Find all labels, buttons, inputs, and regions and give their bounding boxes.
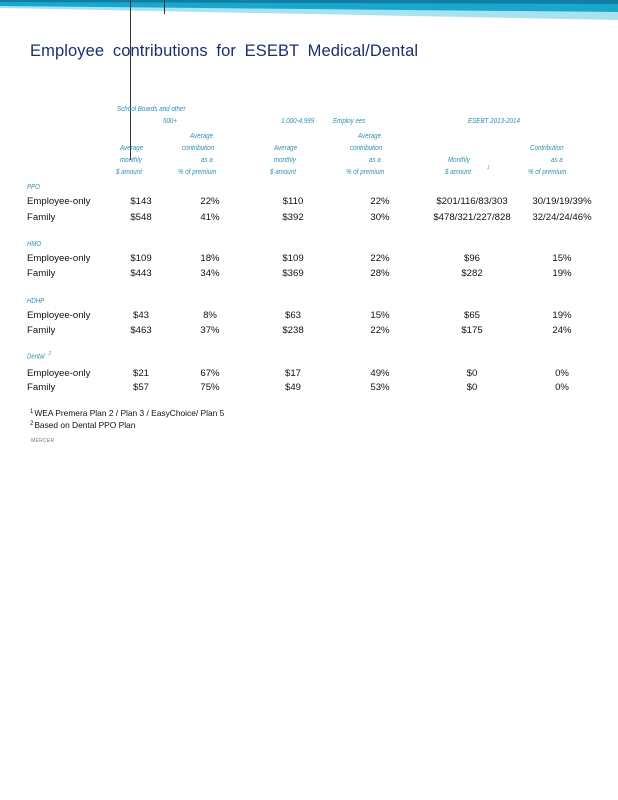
col5-header-monthly: Monthly [448, 155, 470, 164]
section-label-hdhp: HDHP [27, 296, 45, 305]
row-label: Employee-only [27, 368, 91, 379]
table-cell: 15% [370, 310, 390, 321]
table-cell: $392 [282, 212, 304, 223]
table-cell: 53% [370, 382, 390, 393]
table-cell: $49 [284, 382, 301, 393]
footnote-1 [30, 408, 224, 418]
table-cell: $110 [282, 196, 304, 207]
table-cell: $57 [132, 382, 149, 393]
section-label-dental [27, 351, 51, 360]
col4-header-premium: % of premium [346, 167, 385, 176]
table-cell: 34% [200, 268, 220, 279]
header-banner [0, 0, 618, 24]
col2-header-contrib: contribution [182, 143, 215, 152]
table-cell: $463 [130, 325, 152, 336]
table-cell: 0% [555, 382, 569, 393]
footnote-1-text: WEA Premera Plan 2 / Plan 3 / EasyChoice/ Plan 5 [34, 408, 225, 418]
table-cell: $443 [130, 268, 152, 279]
divider-line [130, 0, 131, 160]
col3-header-avg: Average [274, 143, 298, 152]
col4-header-avg: Average [358, 131, 382, 140]
group2-header: 1,000-4,999 [281, 116, 315, 125]
table-cell: $369 [282, 268, 304, 279]
section-label-dental-text: Dental [27, 351, 45, 361]
table-cell: 41% [200, 212, 220, 223]
table-cell: 8% [203, 310, 217, 321]
table-cell: 19% [552, 310, 572, 321]
table-cell: 30% [370, 212, 390, 223]
group1-header: School Boards and other [117, 104, 186, 113]
col6-header-premium: % of premium [528, 167, 567, 176]
table-cell: $548 [130, 212, 152, 223]
divider-line-short [164, 0, 165, 14]
table-cell: $143 [130, 196, 152, 207]
table-cell: $201/116/83/303 [436, 196, 508, 207]
table-cell: $21 [132, 368, 149, 379]
footnote-2-text: Based on Dental PPO Plan [34, 420, 136, 430]
section-label-ppo: PPO [27, 182, 40, 191]
table-cell: 75% [200, 382, 220, 393]
footnote-2 [30, 420, 135, 430]
col2-header-premium: % of premium [178, 167, 217, 176]
row-label: Family [27, 212, 56, 223]
col2-header-avg: Average [190, 131, 214, 140]
table-cell: 67% [200, 368, 220, 379]
group3-header: ESEBT 2013-2014 [468, 116, 520, 125]
table-cell: 28% [370, 268, 390, 279]
row-label: Family [27, 382, 56, 393]
table-cell: 37% [200, 325, 220, 336]
table-cell: $238 [282, 325, 304, 336]
page-title: Employee contributions for ESEBT Medical/Dental [30, 42, 419, 60]
table-cell: $63 [284, 310, 301, 321]
footnote-1-sup: 1 [30, 409, 34, 415]
col4-header-asa: as a [369, 155, 381, 164]
table-cell: $282 [461, 268, 483, 279]
table-cell: 24% [552, 325, 572, 336]
col6-header-contrib: Contribution [530, 143, 564, 152]
col5-header-sup: 1 [487, 165, 490, 171]
col1-header-amount: $ amount [116, 167, 142, 176]
table-cell: $17 [284, 368, 301, 379]
col2-header-asa: as a [201, 155, 213, 164]
row-label: Family [27, 325, 56, 336]
col3-header-amount: $ amount [270, 167, 296, 176]
table-cell: $109 [130, 253, 152, 264]
table-cell: 0% [555, 368, 569, 379]
table-cell: 22% [370, 253, 390, 264]
table-cell: $109 [282, 253, 304, 264]
table-cell: 30/19/19/39% [532, 196, 592, 207]
row-label: Employee-only [27, 196, 91, 207]
table-cell: $0 [466, 382, 478, 393]
table-cell: $175 [461, 325, 483, 336]
row-label: Employee-only [27, 253, 91, 264]
table-cell: 22% [370, 196, 390, 207]
row-label: Family [27, 268, 56, 279]
table-cell: 49% [370, 368, 390, 379]
col5-header-amount: $ amount [445, 167, 471, 176]
table-cell: 15% [552, 253, 572, 264]
table-cell: 18% [200, 253, 220, 264]
table-cell: 22% [200, 196, 220, 207]
table-cell: $43 [132, 310, 149, 321]
group1-header-sub: 500+ [163, 116, 178, 125]
group2-header-b: Employ ees [333, 116, 366, 125]
col6-header-asa: as a [551, 155, 563, 164]
footnote-2-sup: 2 [30, 421, 34, 427]
section-label-hmo: HMO [27, 239, 42, 248]
section-label-dental-sup: 2 [48, 351, 51, 357]
row-label: Employee-only [27, 310, 91, 321]
table-cell: $0 [466, 368, 478, 379]
table-cell: 22% [370, 325, 390, 336]
table-cell: $65 [463, 310, 480, 321]
col1-header-avg: Average [120, 143, 144, 152]
col3-header-monthly: monthly [274, 155, 296, 164]
table-cell: $478/321/227/828 [433, 212, 511, 223]
source-label: MERCER [31, 438, 55, 444]
table-cell: 32/24/24/46% [532, 212, 592, 223]
table-cell: $96 [463, 253, 480, 264]
table-cell: 19% [552, 268, 572, 279]
col4-header-contrib: contribution [350, 143, 383, 152]
col1-header-monthly: monthly [120, 155, 142, 164]
